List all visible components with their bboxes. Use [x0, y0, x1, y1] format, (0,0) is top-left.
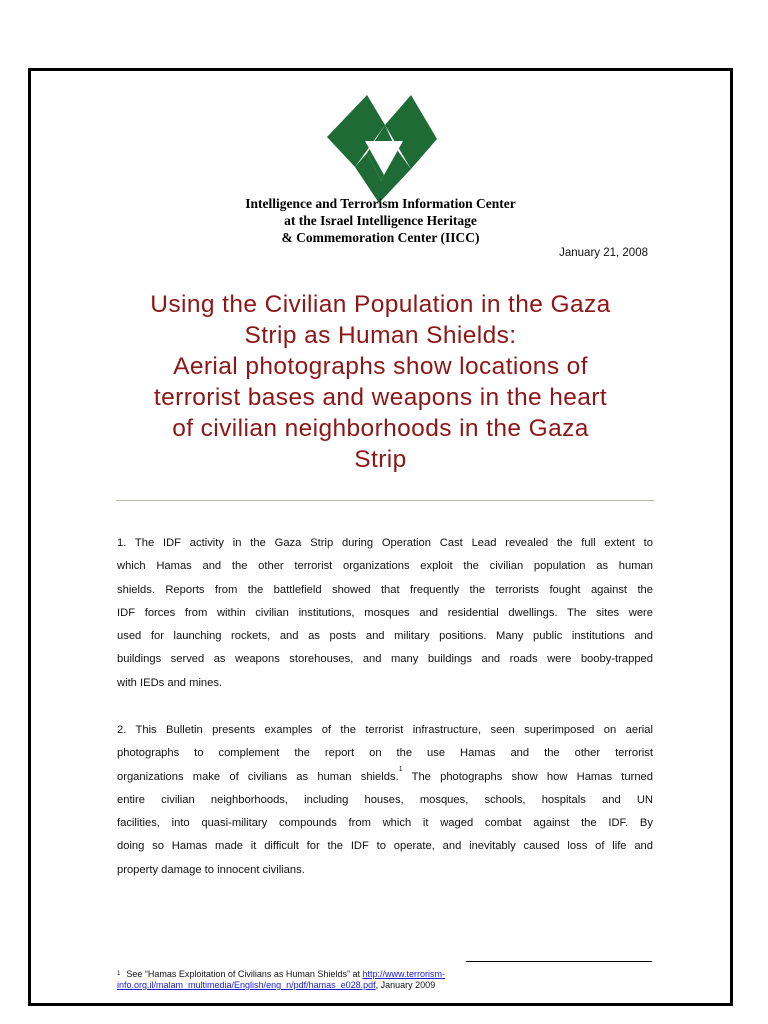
document-page — [28, 68, 733, 1006]
paragraph-1 — [117, 532, 653, 695]
org-line-1: Intelligence and Terrorism Information Center — [245, 196, 516, 211]
organization-name — [31, 195, 730, 246]
title-line: Strip as Human Shields: — [244, 322, 517, 349]
paragraph-line: with IEDs and mines. — [117, 676, 223, 689]
paragraph-text: organizations make of civilians as human shields. — [117, 770, 399, 783]
footnote-date: , January 2009 — [375, 980, 436, 990]
org-line-2: at the Israel Intelligence Heritage — [284, 213, 477, 228]
footnote-number: 1 — [117, 971, 121, 977]
title-line: Strip — [354, 446, 407, 473]
org-line-3: & Commemoration Center (IICC) — [281, 230, 480, 245]
footnote-link-part-1[interactable]: http://www.terrorism- — [362, 969, 445, 979]
footnote-link-part-2[interactable]: info.org.il/malam_multimedia/English/eng_n/pdf/hamas_e028.pdf — [117, 980, 376, 990]
footnote-separator — [466, 961, 652, 962]
paragraph-line: IDF forces from within civilian institutions, mosques and residential dwellings. The sites were — [117, 606, 653, 619]
paragraph-line: buildings served as weapons storehouses, and many buildings and roads were booby-trapped — [117, 653, 653, 666]
title-line: terrorist bases and weapons in the heart — [153, 384, 608, 411]
footnote-line-2 — [117, 980, 445, 991]
footnote-text: See “Hamas Exploitation of Civilians as Human Shields” at — [126, 969, 363, 979]
paragraph-line: facilities, into quasi-military compounds from which it waged combat against the IDF. By — [117, 817, 653, 830]
title-line: Using the Civilian Population in the Gaza — [150, 291, 611, 318]
paragraph-line: shields. Reports from the battlefield showed that frequently the terrorists fought against the — [117, 583, 653, 596]
paragraph-text: The photographs show how Hamas turned — [402, 770, 653, 783]
paragraph-line: doing so Hamas made it difficult for the IDF to operate, and inevitably caused loss of life and — [117, 840, 653, 853]
paragraph-line — [117, 766, 653, 789]
title-line: Aerial photographs show locations of — [173, 353, 588, 380]
footnote-reference[interactable]: 1 — [398, 765, 403, 773]
paragraph-line: 1. The IDF activity in the Gaza Strip during Operation Cast Lead revealed the full extent to — [117, 537, 653, 549]
footnote-line-1 — [117, 969, 445, 980]
iicc-logo-icon — [327, 95, 437, 203]
title-line: of civilian neighborhoods in the Gaza — [172, 415, 589, 442]
publication-date: January 21, 2008 — [559, 247, 648, 259]
paragraph-line: property damage to innocent civilians. — [117, 863, 305, 876]
paragraph-2 — [117, 719, 653, 882]
title-divider — [116, 500, 654, 501]
paragraph-line: photographs to complement the report on the use Hamas and the other terrorist — [117, 747, 653, 760]
paragraph-line: entire civilian neighborhoods, including houses, mosques, schools, hospitals and UN — [117, 793, 653, 806]
document-title — [71, 289, 690, 475]
paragraph-line: which Hamas and the other terrorist organizations exploit the civilian population as human — [117, 560, 653, 573]
footnote — [117, 969, 445, 991]
paragraph-line: 2. This Bulletin presents examples of the terrorist infrastructure, seen superimposed on aerial — [117, 724, 653, 736]
paragraph-line: used for launching rockets, and as posts and military positions. Many public institutions and — [117, 630, 653, 643]
